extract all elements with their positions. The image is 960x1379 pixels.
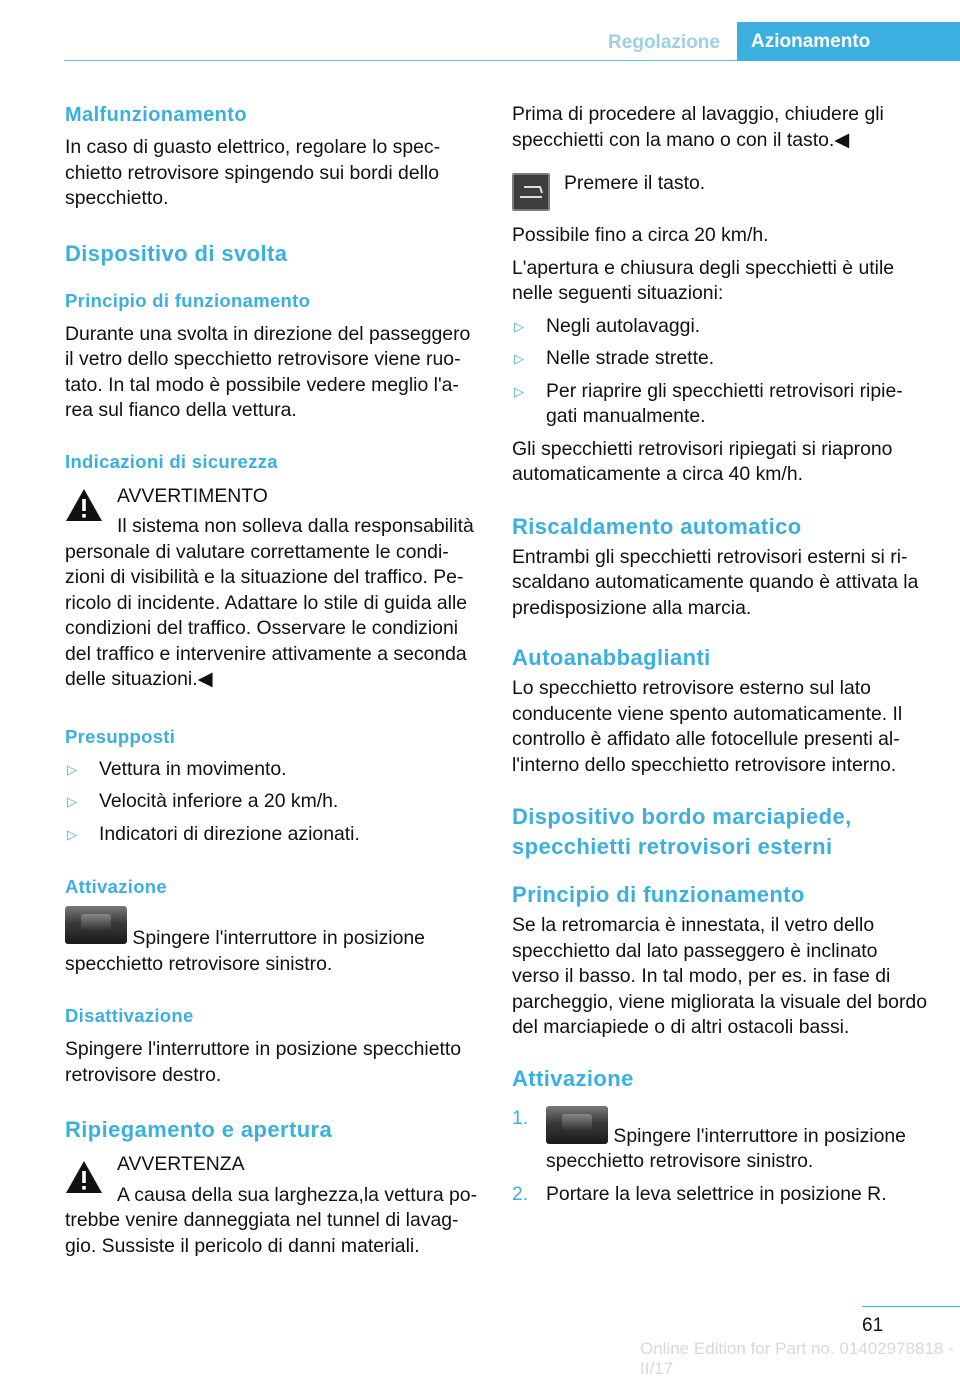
- safety-heading: Indicazioni di sicurezza: [65, 450, 278, 472]
- mirror-switch-image: [65, 906, 127, 944]
- activation-steps: [512, 1106, 930, 1208]
- triangle-bullet-icon: ▷: [67, 826, 77, 842]
- triangle-bullet-icon: ▷: [67, 794, 77, 809]
- folding-heading: Ripiegamento e apertura: [65, 1117, 333, 1143]
- mirror-switch-image: [546, 1106, 608, 1144]
- malfunction-text: In caso di guasto elettrico, regolare lo spec-chietto retrovisore spingendo sui bordi dello specchietto.: [65, 136, 441, 209]
- dimming-heading: Autoanabbaglianti: [512, 645, 711, 670]
- fold-button-image: [512, 173, 550, 211]
- triangle-bullet-icon: ▷: [514, 351, 524, 366]
- intro-text: Prima di procedere al lavaggio, chiudere gli specchietti con la mano o con il tasto.◀: [512, 103, 884, 151]
- right-column: [512, 102, 930, 1207]
- warning-text-2a: A causa della sua larghezza,la vettura po-: [117, 1183, 478, 1206]
- list-item: ▷ Indicatori di direzione azionati.: [65, 822, 480, 848]
- warning-block-1: [65, 484, 480, 693]
- list-item: 1. Spingere l'interruttore in posizione specchietto retrovisore sinistro.: [512, 1106, 906, 1173]
- speed-text: Possibile fino a circa 20 km/h.: [512, 224, 769, 246]
- footer-rule: [862, 1306, 960, 1307]
- deactivation-heading: Disattivazione: [65, 1005, 194, 1027]
- heating-text: Entrambi gli specchietti retrovisori esterni si ri-scaldano automaticamente quando è attivata la predisposizione alla marcia.: [512, 545, 919, 619]
- press-button-row: [512, 173, 930, 211]
- turn-device-heading: Dispositivo di svolta: [65, 240, 288, 266]
- situations-list: [512, 314, 930, 430]
- warning-block-2: [65, 1152, 480, 1259]
- press-text: Premere il tasto.: [564, 172, 706, 194]
- list-item: ▷ Per riaprire gli specchietti retrovisori ripie-gati manualmente.: [514, 379, 903, 427]
- list-item: 2. Portare la leva selettrice in posizione R.: [512, 1182, 887, 1205]
- prerequisites-heading: Presupposti: [65, 725, 176, 747]
- warning-text-1b: personale di valutare correttamente le condi-zioni di visibilità e la situazione del traffico. Pe-ricolo di incidente. Adattare lo stile di guida alle condizioni del traffico. Osservare le condizioni del traffico e intervenire attivamente a seconda delle situazioni.◀: [65, 540, 468, 690]
- left-column: [65, 102, 480, 1259]
- warning-label-2: AVVERTENZA: [117, 1153, 245, 1176]
- header-tab-regolazione[interactable]: Regolazione: [608, 32, 720, 53]
- activation-heading: Attivazione: [65, 876, 167, 897]
- triangle-bullet-icon: ▷: [514, 383, 524, 399]
- deactivation-text: Spingere l'interruttore in posizione specchietto retrovisore destro.: [65, 1038, 462, 1086]
- warning-label-1: AVVERTIMENTO: [117, 484, 268, 507]
- edition-watermark: Online Edition for Part no. 01402978818 - II/17: [640, 1339, 954, 1378]
- prerequisites-list: [65, 757, 480, 848]
- list-item: ▷ Velocità inferiore a 20 km/h.: [65, 789, 480, 815]
- list-item: ▷ Vettura in movimento.: [65, 757, 480, 783]
- activation-line: Spingere l'interruttore in posizione: [65, 906, 480, 952]
- fold-mirror-icon: [512, 173, 550, 211]
- warning-text-2b: trebbe venire danneggiata nel tunnel di lavag-gio. Sussiste il pericolo di danni materiali.: [65, 1209, 459, 1257]
- warning-text-1a: Il sistema non solleva dalla responsabilità: [117, 515, 474, 537]
- curb-activation-heading: Attivazione: [512, 1065, 634, 1091]
- activation-text: specchietto retrovisore sinistro.: [65, 952, 333, 975]
- triangle-bullet-icon: ▷: [514, 318, 524, 334]
- dimming-text: Lo specchietto retrovisore esterno sul lato conducente viene spento automaticamente. Il controllo è affidato alle fotocellule presenti al-l'interno dello specchietto retrovisore interno.: [512, 677, 903, 776]
- heating-heading: Riscaldamento automatico: [512, 513, 802, 539]
- warning-triangle-icon: [65, 488, 103, 522]
- header-tab-azionamento[interactable]: Azionamento: [737, 22, 960, 61]
- curb-heading: Dispositivo bordo marciapiede, specchietti retrovisori esterni: [512, 804, 852, 859]
- useful-text: L'apertura e chiusura degli specchietti è utile nelle seguenti situazioni:: [512, 256, 895, 304]
- malfunction-heading: Malfunzionamento: [65, 104, 247, 126]
- warning-triangle-icon: [65, 1160, 103, 1194]
- list-item: ▷ Nelle strade strette.: [512, 346, 930, 372]
- curb-principle-heading: Principio di funzionamento: [512, 882, 805, 907]
- triangle-bullet-icon: ▷: [67, 761, 77, 777]
- principle-heading: Principio di funzionamento: [65, 289, 311, 311]
- principle-text: Durante una svolta in direzione del passeggero il vetro dello specchietto retrovisore viene ruo-tato. In tal modo è possibile vedere meglio l'a-rea sul fianco della vettura.: [65, 322, 471, 421]
- page-number: 61: [862, 1315, 884, 1336]
- curb-principle-text: Se la retromarcia è innestata, il vetro dello specchietto dal lato passeggero è inclinato verso il basso. In tal modo, per es. in fase di parcheggio, viene migliorata la visuale del bordo del marciapiede o di altri ostacoli bassi.: [512, 914, 927, 1038]
- list-item: ▷ Negli autolavaggi.: [512, 314, 930, 340]
- reopen-text: Gli specchietti retrovisori ripiegati si riaprono automaticamente a circa 40 km/h.: [512, 437, 893, 485]
